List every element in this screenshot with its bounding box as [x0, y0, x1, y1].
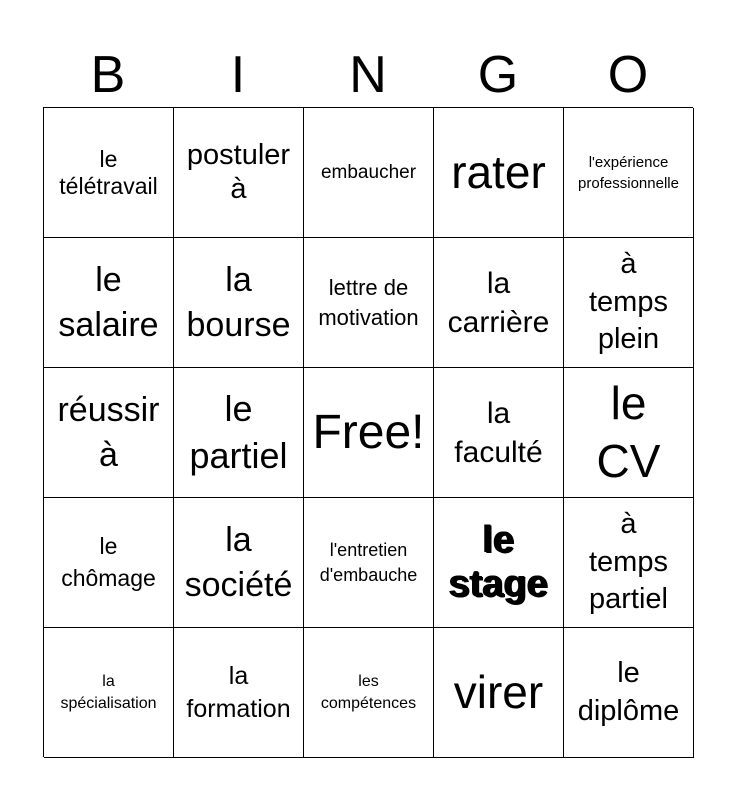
cell-text: rater — [451, 146, 546, 199]
bingo-cell[interactable] — [44, 368, 174, 498]
bingo-header — [43, 42, 693, 108]
bingo-cell[interactable] — [434, 628, 564, 758]
bingo-cell[interactable] — [564, 628, 694, 758]
free-space[interactable] — [304, 368, 434, 498]
bingo-cell[interactable] — [174, 238, 304, 368]
cell-text: le chômage — [61, 533, 156, 591]
cell-text: embaucher — [320, 161, 417, 183]
bingo-cell[interactable] — [44, 238, 174, 368]
cell-text: lettre de motivation — [318, 274, 419, 330]
header-letter-b: B — [90, 46, 126, 104]
cell-text: à temps partiel — [589, 507, 668, 616]
cell-text: réussir à — [57, 391, 160, 474]
cell-text: la société — [184, 521, 293, 604]
cell-text: le télétravail — [59, 146, 158, 199]
bingo-cell[interactable] — [174, 498, 304, 628]
cell-text: la carrière — [447, 266, 550, 339]
bingo-cell[interactable] — [44, 628, 174, 758]
cell-text: postuler à — [186, 139, 291, 205]
header-letter-i: I — [230, 46, 246, 104]
bingo-cell[interactable] — [564, 368, 694, 498]
bingo-cell[interactable] — [304, 498, 434, 628]
header-letter-n: N — [349, 46, 387, 104]
header-letter-g: G — [477, 46, 519, 104]
cell-text: à temps plein — [589, 247, 668, 356]
cell-text: l'expérience professionnelle — [578, 153, 679, 192]
cell-text: l'entretien d'embauche — [319, 540, 418, 585]
bingo-cell[interactable] — [44, 498, 174, 628]
cell-text: le partiel — [189, 387, 288, 476]
cell-text: la faculté — [454, 396, 543, 469]
bingo-board — [43, 107, 693, 757]
bingo-cell[interactable] — [174, 368, 304, 498]
bingo-cell[interactable] — [44, 108, 174, 238]
bingo-cell[interactable] — [174, 628, 304, 758]
cell-text: le salaire — [58, 261, 159, 344]
cell-text: la formation — [186, 662, 291, 723]
cell-text: Free! — [312, 405, 425, 459]
bingo-cell[interactable] — [304, 238, 434, 368]
bingo-cell-marked[interactable] — [434, 498, 564, 628]
cell-text: la bourse — [186, 261, 291, 344]
bingo-cell[interactable] — [434, 108, 564, 238]
bingo-cell[interactable] — [564, 238, 694, 368]
cell-text: virer — [453, 666, 544, 719]
cell-text: la spécialisation — [60, 672, 157, 712]
bingo-cell[interactable] — [564, 108, 694, 238]
bingo-cell[interactable] — [434, 238, 564, 368]
bingo-cell[interactable] — [174, 108, 304, 238]
cell-text: le CV — [596, 377, 661, 487]
bingo-cell[interactable] — [304, 628, 434, 758]
cell-text: le stage — [448, 518, 549, 605]
bingo-cell[interactable] — [564, 498, 694, 628]
header-letter-o: O — [607, 46, 649, 104]
bingo-cell[interactable] — [434, 368, 564, 498]
cell-text: les compétences — [320, 672, 417, 712]
cell-text: le diplôme — [577, 656, 680, 727]
bingo-cell[interactable] — [304, 108, 434, 238]
